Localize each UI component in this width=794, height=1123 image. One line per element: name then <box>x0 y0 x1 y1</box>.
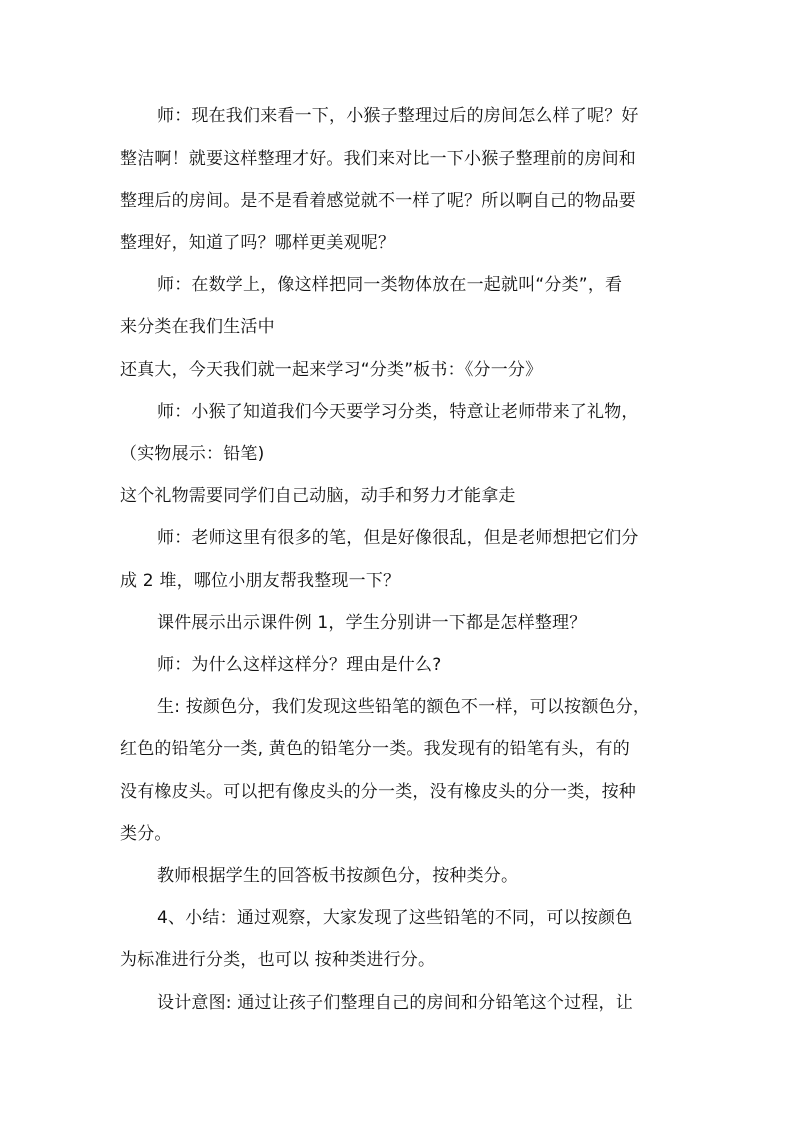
paragraph-line: 为标准进行分类，也可以 按种类进行分。 <box>120 950 436 970</box>
paragraph-line: 来分类在我们生活中 <box>120 317 275 337</box>
paragraph-line: 师：老师这里有很多的笔，但是好像很乱，但是老师想把它们分 <box>157 528 639 548</box>
paragraph-line: 生: 按颜色分，我们发现这些铅笔的额色不一样，可以按额色分， <box>157 697 651 717</box>
paragraph-line: 课件展示出示课件例 1，学生分别讲一下都是怎样整理？ <box>157 613 587 633</box>
paragraph-line: 师：为什么这样这样分？理由是什么? <box>157 655 442 675</box>
paragraph-line: 师：在数学上，像这样把同一类物体放在一起就叫“分类”，看 <box>157 275 623 295</box>
paragraph-line: 红色的铅笔分一类, 黄色的铅笔分一类。我发现有的铅笔有头，有的 <box>120 739 631 759</box>
paragraph-line: 教师根据学生的回答板书按颜色分，按种类分。 <box>157 866 519 886</box>
paragraph-line: 还真大，今天我们就一起来学习“分类”板书：《分一分》 <box>120 360 543 380</box>
paragraph-line: 整洁啊！就要这样整理才好。我们来对比一下小猴子整理前的房间和 <box>120 149 636 169</box>
paragraph-line: 师：现在我们来看一下，小猴子整理过后的房间怎么样了呢？好 <box>157 106 639 126</box>
paragraph-line: 整理好，知道了吗？哪样更美观呢？ <box>120 233 396 253</box>
paragraph-line: 成 2 堆，哪位小朋友帮我整现一下？ <box>120 571 401 591</box>
paragraph-line: 这个礼物需要同学们自己动脑，动手和努力才能拿走 <box>120 486 516 506</box>
paragraph-line: 设计意图: 通过让孩子们整理自己的房间和分铅笔这个过程，让 <box>157 993 633 1013</box>
paragraph-line: 4、小结：通过观察，大家发现了这些铅笔的不同，可以按颜色 <box>157 908 633 928</box>
paragraph-line: 师：小猴了知道我们今天要学习分类，特意让老师带来了礼物， <box>157 402 639 422</box>
paragraph-line: 类分。 <box>120 824 172 844</box>
paragraph-line: 没有橡皮头。可以把有像皮头的分一类，没有橡皮头的分一类，按种 <box>120 782 636 802</box>
paragraph-line: 整理后的房间。是不是看着感觉就不一样了呢？所以啊自己的物品要 <box>120 191 636 211</box>
paragraph-line: （实物展示：铅笔) <box>120 444 265 464</box>
